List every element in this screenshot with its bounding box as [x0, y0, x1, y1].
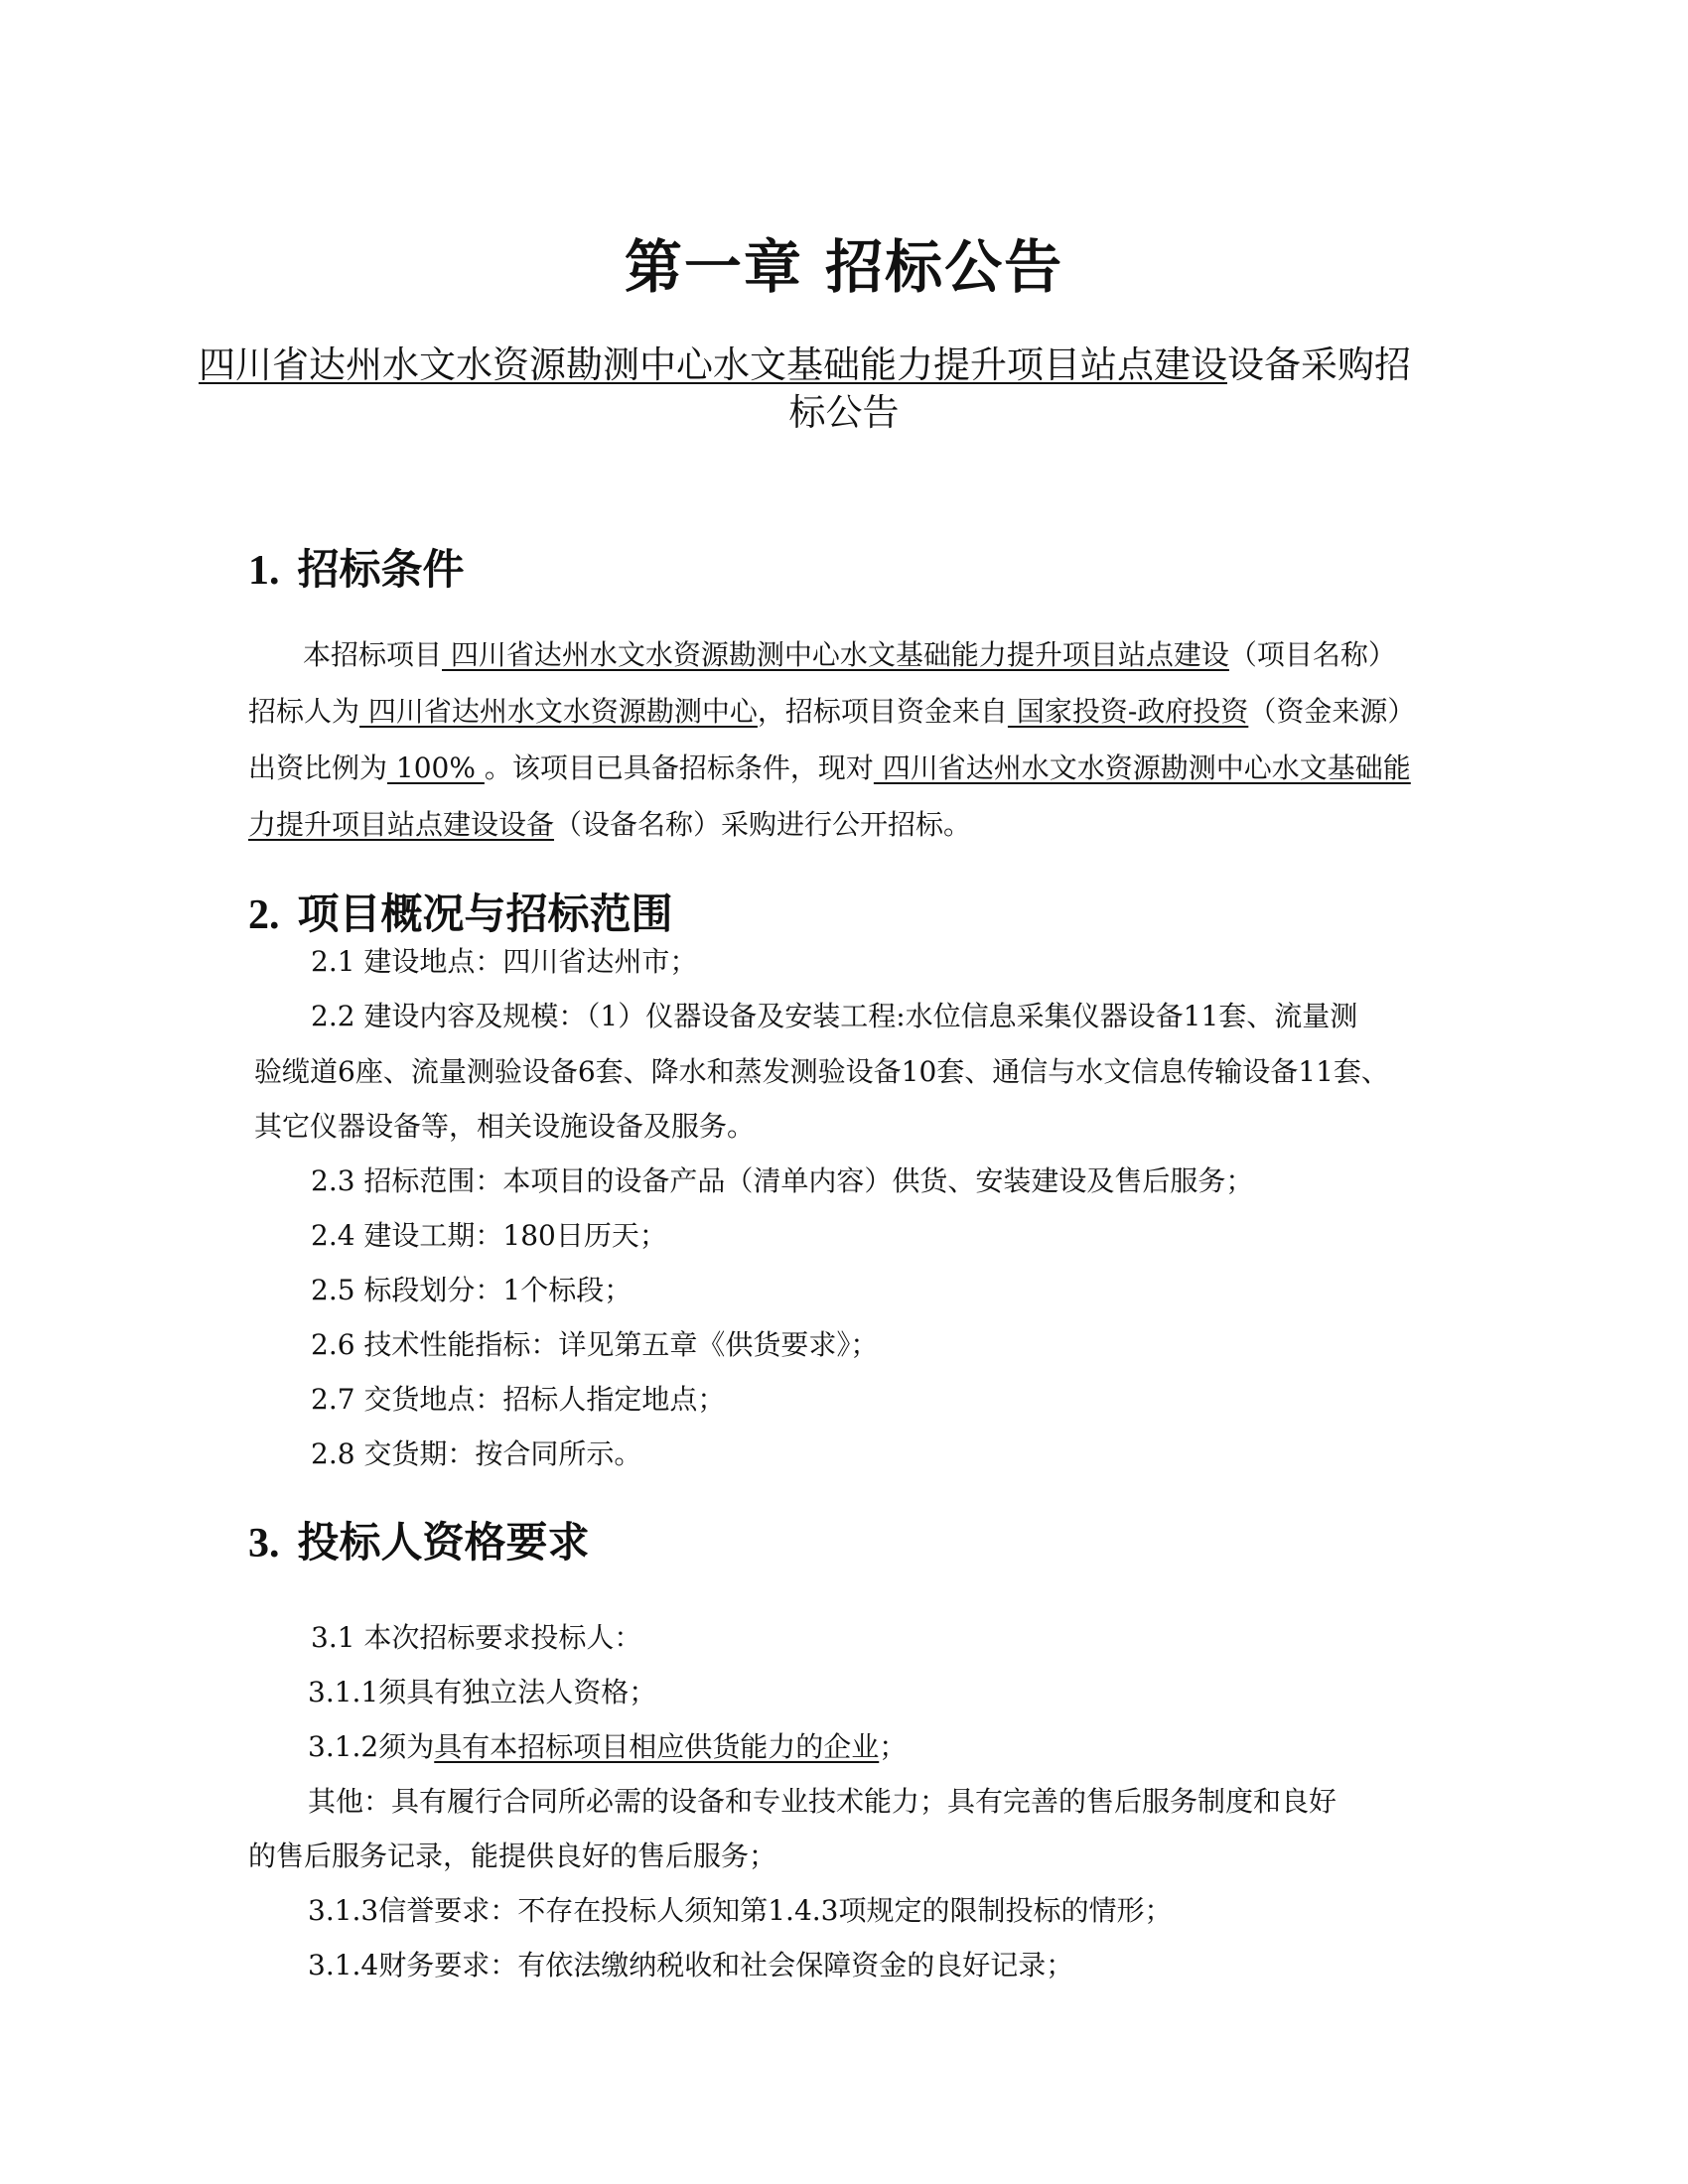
s1-line-3: [248, 753, 1411, 783]
section-title: 投标人资格要求: [297, 1518, 590, 1567]
s3-item-3-1-1: 3.1.1须具有独立法人资格；: [308, 1676, 657, 1708]
s2-item-2-2: 2.2 建设内容及规模：（1）仪器设备及安装工程:水位信息采集仪器设备11套、流量测: [311, 1000, 1358, 1032]
text: （资金来源）: [1248, 695, 1416, 728]
s2-item-2-3: 2.3 招标范围：本项目的设备产品（清单内容）供货、安装建设及售后服务；: [311, 1164, 1254, 1197]
s3-item-other: 其他：具有履行合同所必需的设备和专业技术能力；具有完善的售后服务制度和良好: [308, 1785, 1337, 1818]
text: 3.1.2须为: [308, 1730, 435, 1763]
section-2-heading: [248, 882, 673, 941]
section-number: 3.: [248, 1521, 280, 1567]
s2-item-2-2-cont1: 验缆道6座、流量测验设备6套、降水和蒸发测验设备10套、通信与水文信息传输设备11套、: [254, 1055, 1389, 1088]
underlined-text: 四川省达州水文水资源勘测中心水文基础能力提升项目站点建设: [442, 638, 1229, 671]
s1-line-4: [248, 810, 971, 840]
s1-line-1: [303, 640, 1396, 670]
underlined-text: 四川省达州水文水资源勘测中心: [359, 695, 758, 728]
section-3-heading: [248, 1510, 590, 1570]
s2-item-2-6: 2.6 技术性能指标：详见第五章《供货要求》；: [311, 1328, 879, 1361]
text: 出资比例为: [248, 751, 388, 784]
text: 招标人为: [248, 695, 360, 728]
text: （设备名称）采购进行公开招标。: [554, 808, 972, 841]
section-number: 2.: [248, 892, 280, 938]
underlined-text: 具有本招标项目相应供货能力的企业: [434, 1730, 880, 1763]
s3-item-3-1-4: 3.1.4财务要求：有依法缴纳税收和社会保障资金的良好记录；: [308, 1949, 1074, 1981]
s2-item-2-4: 2.4 建设工期：180日历天；: [311, 1219, 667, 1252]
notice-title-line2: 标公告: [788, 391, 900, 434]
s1-line-2: [248, 697, 1415, 727]
section-1-heading: [248, 537, 465, 597]
s2-item-2-5: 2.5 标段划分：1个标段；: [311, 1274, 633, 1306]
s2-item-2-8: 2.8 交货期：按合同所示。: [311, 1437, 642, 1470]
s2-item-2-7: 2.7 交货地点：招标人指定地点；: [311, 1383, 726, 1416]
underlined-text: 100%: [387, 751, 485, 784]
text: 。该项目已具备招标条件，现对: [484, 751, 874, 784]
underlined-text: 力提升项目站点建设设备: [248, 808, 555, 841]
s3-item-3-1: 3.1 本次招标要求投标人：: [311, 1621, 642, 1654]
underlined-text: 国家投资-政府投资: [1007, 695, 1249, 728]
notice-title-line1: [199, 342, 1411, 388]
underlined-text: 四川省达州水文水资源勘测中心水文基础能: [873, 751, 1411, 784]
text: ；: [879, 1730, 908, 1763]
s3-item-3-1-2: [308, 1732, 907, 1762]
text: 本招标项目: [303, 638, 443, 671]
text: （项目名称）: [1228, 638, 1396, 671]
section-title: 项目概况与招标范围: [297, 889, 673, 938]
s2-item-2-2-cont2: 其它仪器设备等，相关设施设备及服务。: [254, 1110, 756, 1143]
chapter-title: 第一章 招标公告: [624, 233, 1064, 301]
s2-item-2-1: 2.1 建设地点：四川省达州市；: [311, 945, 698, 978]
section-number: 1.: [248, 548, 280, 594]
notice-title-rest: 设备采购招: [1227, 343, 1411, 386]
project-name-underlined: 四川省达州水文水资源勘测中心水文基础能力提升项目站点建设: [199, 343, 1227, 386]
section-title: 招标条件: [297, 545, 465, 594]
s3-item-3-1-3: 3.1.3信誉要求：不存在投标人须知第1.4.3项规定的限制投标的情形；: [308, 1894, 1173, 1927]
text: ，招标项目资金来自: [757, 695, 1008, 728]
s3-item-other-cont: 的售后服务记录，能提供良好的售后服务；: [248, 1840, 777, 1872]
